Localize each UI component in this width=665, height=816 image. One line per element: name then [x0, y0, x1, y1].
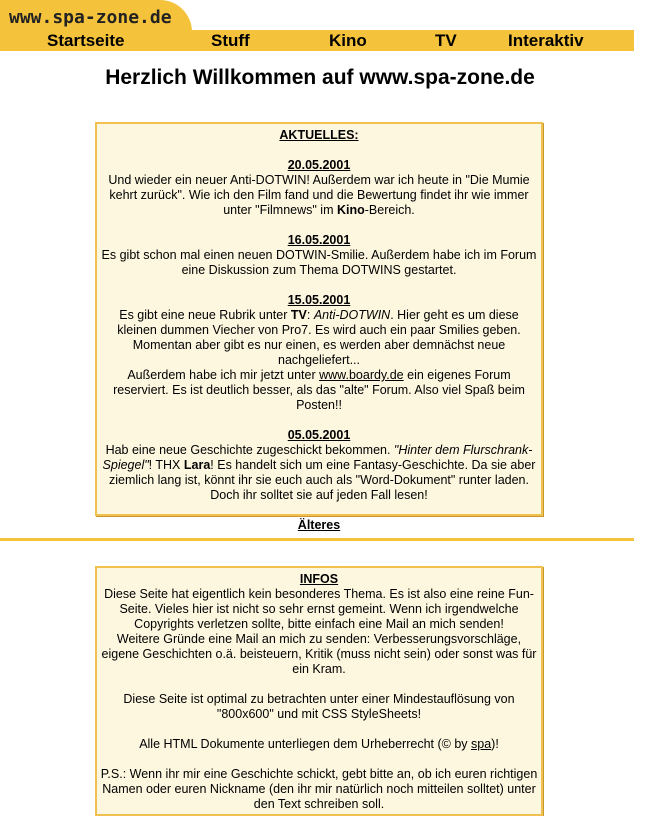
divider: [0, 538, 634, 541]
info-heading: INFOS: [299, 572, 339, 586]
nav-stuff[interactable]: Stuff: [211, 31, 250, 50]
news-item: [100, 428, 538, 503]
news-text: Es gibt schon mal einen neuen DOTWIN-Smilie. Außerdem habe ich im Forum eine Diskussion zum Thema DOTWINS gestartet.: [101, 248, 537, 277]
news-text: Es gibt eine neue Rubrik unter TV: Anti-DOTWIN. Hier geht es um diese kleinen dummen Viecher von Pro7. Es wird auch ein paar Smilies geben. Momentan aber gibt es nur einen, es werden aber demnächst neue nachgeliefert... Außerdem habe ich mir jetzt unter www.boardy.de ein eigenes Forum reserviert. Es ist deutlich besser, als das "alte" Forum. Also viel Spaß beim Posten!!: [113, 308, 525, 412]
news-date: 20.05.2001: [287, 158, 351, 172]
nav-kino[interactable]: Kino: [329, 31, 367, 50]
news-box: [95, 122, 543, 532]
site-logo[interactable]: www.spa-zone.de: [9, 7, 172, 28]
news-item: [100, 233, 538, 278]
news-text: Und wieder ein neuer Anti-DOTWIN! Außerdem war ich heute in "Die Mumie kehrt zurück". Wie ich den Film fand und die Bewertung findet ihr wie immer unter "Filmnews" im Kino-Bereich.: [108, 173, 530, 217]
info-box: [95, 566, 543, 816]
info-text: P.S.: Wenn ihr mir eine Geschichte schickt, gebt bitte an, ob ich euren richtigen Namen oder euren Nickname (den ihr mir natürlich noch mitteilen solltet) unter den Text schreiben soll.: [100, 767, 538, 811]
spa-link[interactable]: spa: [471, 737, 492, 751]
nav-startseite[interactable]: Startseite: [47, 31, 125, 50]
news-date: 05.05.2001: [287, 428, 351, 442]
news-text: Hab eine neue Geschichte zugeschickt bekommen. "Hinter dem Flurschrank-Spiegel"! THX Lara! Es handelt sich um eine Fantasy-Geschichte. Da sie aber ziemlich lang ist, könnt ihr sie euch auch als "Word-Dokument" runter laden. Doch ihr solltet sie auf jeden Fall lesen!: [102, 443, 536, 502]
news-heading: AKTUELLES:: [279, 128, 359, 142]
info-text: Diese Seite hat eigentlich kein besonderes Thema. Es ist also eine reine Fun-Seite. Vieles hier ist nicht so sehr ernst gemeint. Wenn ich irgendwelche Copyrights verletzen sollte, bitte einfach eine Mail an mich senden! Weitere Gründe eine Mail an mich zu senden: Verbesserungsvorschläge, eigene Geschichten o.ä. beisteuern, Kritik (muss nicht sein) oder sonst was für ein Kram.: [101, 587, 537, 676]
nav-tv[interactable]: TV: [435, 31, 457, 50]
news-date: 15.05.2001: [287, 293, 351, 307]
nav-interaktiv[interactable]: Interaktiv: [508, 31, 584, 50]
boardy-link[interactable]: www.boardy.de: [319, 368, 404, 382]
main-nav: [0, 30, 634, 51]
older-news-link[interactable]: Älteres: [297, 518, 341, 532]
news-date: 16.05.2001: [287, 233, 351, 247]
news-item: [100, 158, 538, 218]
page-title: Herzlich Willkommen auf www.spa-zone.de: [105, 66, 535, 89]
info-text: Alle HTML Dokumente unterliegen dem Urheberrecht (© by spa)!: [139, 737, 499, 751]
news-item: [100, 293, 538, 413]
info-text: Diese Seite ist optimal zu betrachten unter einer Mindestauflösung von "800x600" und mit CSS StyleSheets!: [123, 692, 515, 721]
